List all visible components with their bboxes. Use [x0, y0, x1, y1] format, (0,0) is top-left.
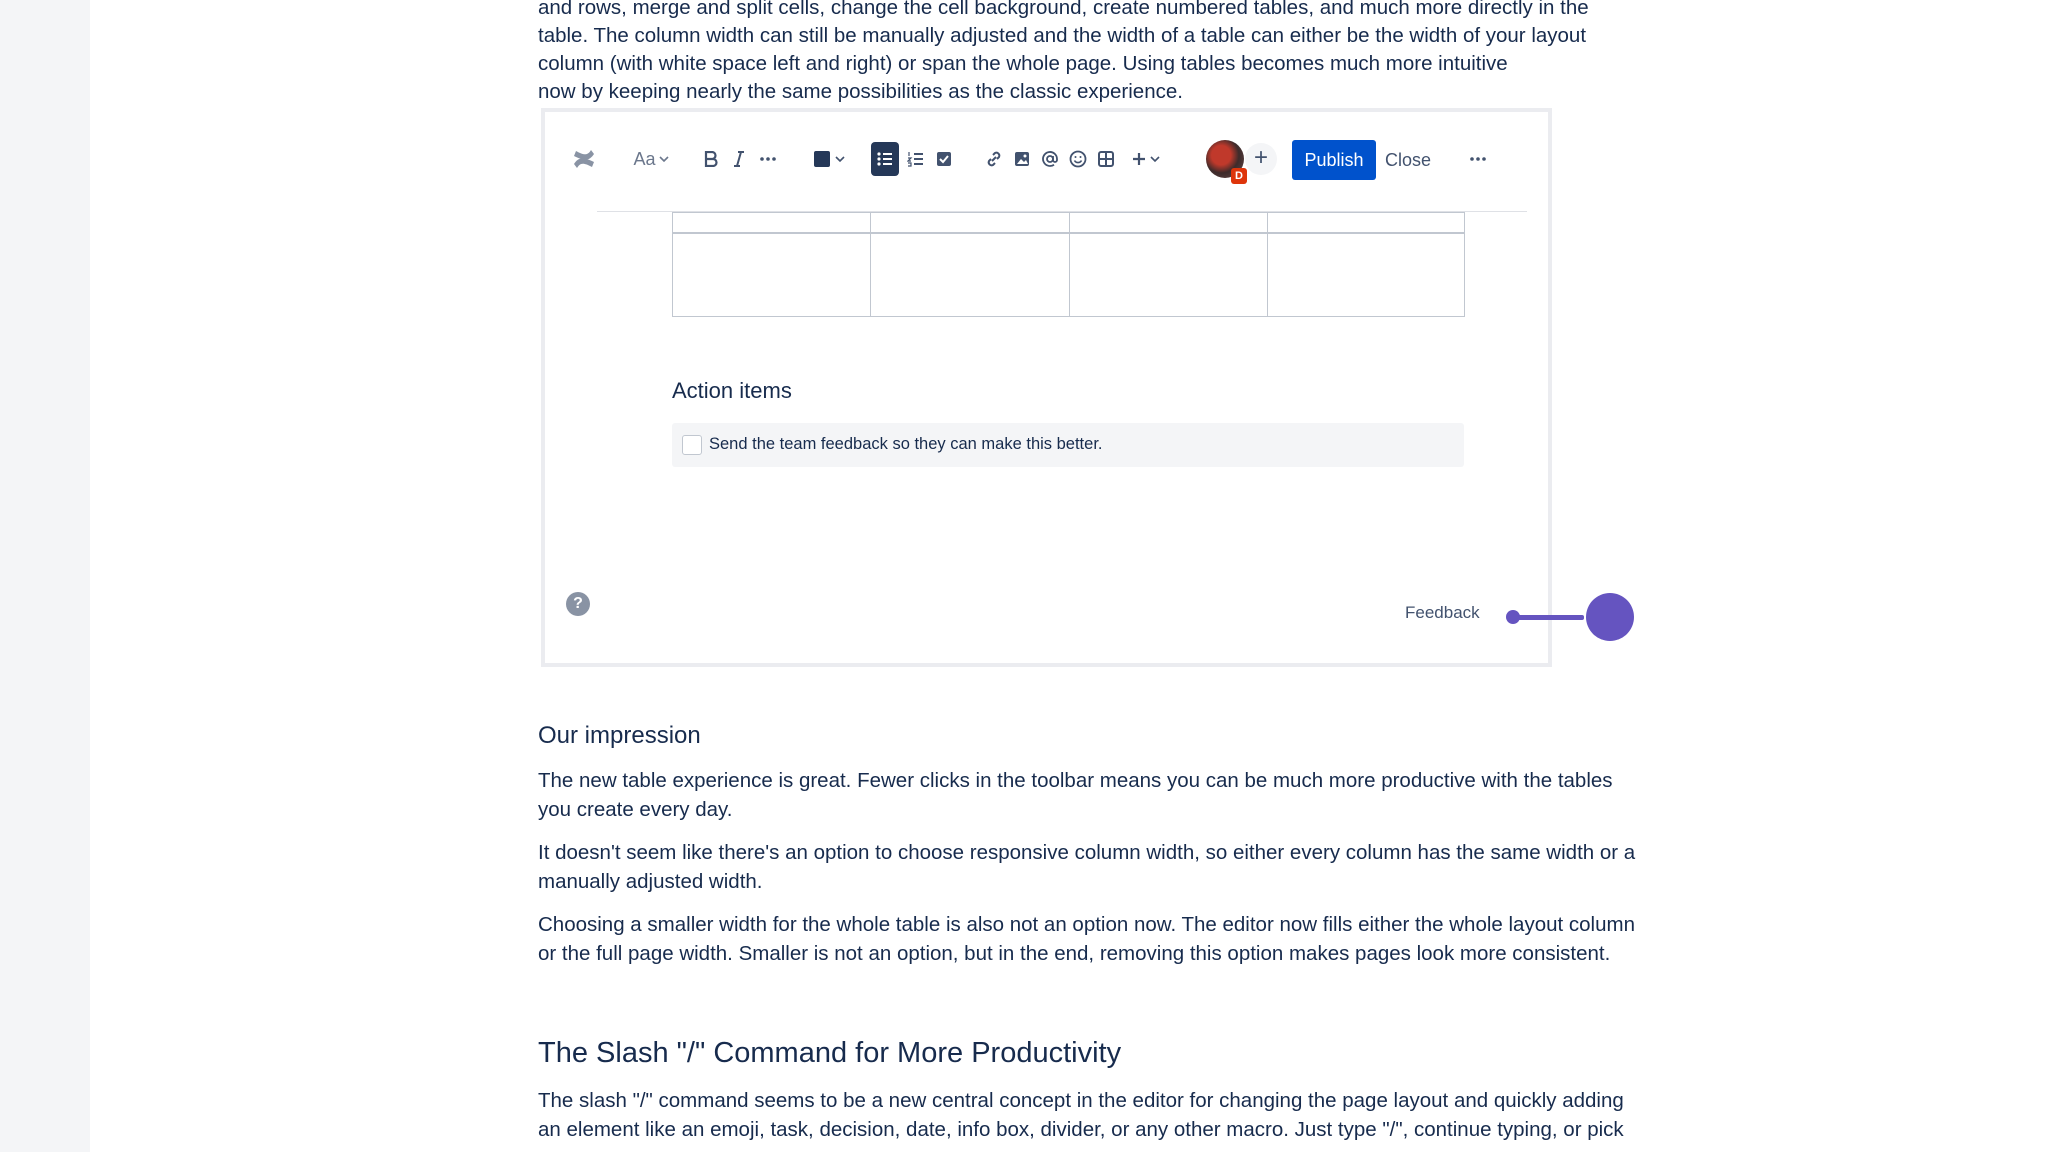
intro-line-4: now by keeping nearly the same possibilities as the classic experience.	[538, 80, 1183, 103]
help-icon[interactable]: ?	[566, 592, 590, 616]
more-actions-icon[interactable]	[1463, 142, 1493, 176]
impression-paragraph-3: Choosing a smaller width for the whole table is also not an option now. The editor now fills either the whole layout column or the full page width. Smaller is not an option, but in the end, removing this option makes pages look more consistent.	[538, 913, 1635, 965]
pointer-dot	[1506, 610, 1520, 624]
text-style-dropdown[interactable]	[629, 142, 673, 176]
feedback-link[interactable]: Feedback	[1405, 603, 1480, 622]
table-cell[interactable]	[672, 212, 871, 234]
table-cell[interactable]	[1069, 212, 1268, 234]
impression-paragraph-2: It doesn't seem like there's an option to choose responsive column width, so either every column has the same width or a manually adjusted width.	[538, 841, 1636, 893]
editor-toolbar	[545, 112, 1548, 212]
italic-icon[interactable]	[727, 142, 751, 176]
image-icon[interactable]	[1009, 142, 1035, 176]
intro-line-3: column (with white space left and right) or span the whole page. Using tables becomes much more intuitive	[538, 52, 1508, 75]
text-style-label: Aa	[633, 148, 656, 169]
pointer-line	[1512, 615, 1584, 620]
left-gutter	[0, 0, 90, 1152]
confluence-logo-icon	[567, 142, 601, 176]
intro-line-1: and rows, merge and split cells, change the cell background, create numbered tables, and much more directly in the	[538, 0, 1589, 19]
table-cell[interactable]	[672, 232, 871, 317]
text-color-dropdown[interactable]	[809, 142, 849, 176]
close-button[interactable]: Close	[1385, 150, 1432, 170]
editor-screenshot	[541, 108, 1552, 667]
task-text[interactable]: Send the team feedback so they can make this better.	[709, 435, 1103, 453]
pointer-circle	[1586, 593, 1634, 641]
more-formatting-icon[interactable]	[755, 142, 781, 176]
table-cell[interactable]	[870, 212, 1070, 234]
slash-paragraph: The slash "/" command seems to be a new central concept in the editor for changing the page layout and quickly adding an element like an emoji, task, decision, date, info box, divider, or any other macro. Just type "/", continue typing, or pick	[538, 1089, 1624, 1141]
bullet-list-icon[interactable]	[871, 142, 899, 176]
numbered-list-icon[interactable]	[903, 142, 929, 176]
mention-icon[interactable]	[1037, 142, 1063, 176]
task-checkbox[interactable]	[682, 435, 702, 455]
impression-heading: Our impression	[538, 722, 701, 749]
impression-paragraph-1: The new table experience is great. Fewer clicks in the toolbar means you can be much more productive with the tables you create every day.	[538, 769, 1613, 821]
emoji-icon[interactable]	[1065, 142, 1091, 176]
intro-line-2: table. The column width can still be manually adjusted and the width of a table can either be the width of your layout	[538, 24, 1587, 47]
insert-more-dropdown[interactable]	[1125, 142, 1165, 176]
table-cell[interactable]	[1069, 232, 1268, 317]
invite-plus-icon[interactable]: +	[1245, 143, 1277, 175]
slash-command-heading: The Slash "/" Command for More Productivity	[538, 1037, 1122, 1069]
link-icon[interactable]	[981, 142, 1007, 176]
action-items-heading: Action items	[672, 378, 792, 403]
table-cell[interactable]	[1267, 232, 1465, 317]
table-icon[interactable]	[1093, 142, 1119, 176]
editor-table	[672, 212, 1464, 317]
avatar-badge: D	[1231, 168, 1247, 184]
task-list-icon[interactable]	[931, 142, 957, 176]
table-cell[interactable]	[1267, 212, 1465, 234]
publish-button[interactable]: Publish	[1292, 140, 1376, 180]
table-cell[interactable]	[870, 232, 1070, 317]
task-item[interactable]	[672, 423, 1464, 467]
bold-icon[interactable]	[699, 142, 723, 176]
